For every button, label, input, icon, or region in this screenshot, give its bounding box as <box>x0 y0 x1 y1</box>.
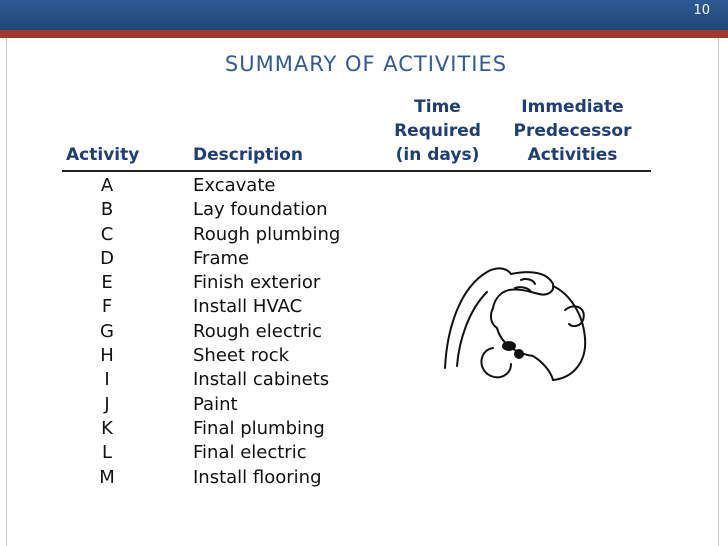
activity-cell: F <box>101 296 113 318</box>
activity-cell: L <box>101 442 113 464</box>
description-cell: Rough plumbing <box>193 223 341 245</box>
table-row <box>62 393 340 417</box>
header-rule <box>62 170 651 172</box>
activity-cell: B <box>100 199 114 221</box>
table-row <box>62 223 340 247</box>
activity-cell: D <box>100 247 114 269</box>
description-cell: Install HVAC <box>193 296 303 318</box>
table-row <box>62 320 340 344</box>
table-row <box>62 174 340 198</box>
description-cell: Final plumbing <box>193 417 325 439</box>
description-cell: Install cabinets <box>193 369 330 391</box>
banner-accent-rule <box>0 30 728 38</box>
activity-cell: J <box>104 393 110 415</box>
description-cell: Lay foundation <box>193 199 328 221</box>
table-row <box>62 247 340 271</box>
activity-cell: M <box>99 466 115 488</box>
header-pred-line: Predecessor <box>513 121 632 141</box>
description-cell: Rough electric <box>193 320 323 342</box>
header-time-required <box>380 95 495 167</box>
activity-cell: K <box>101 417 113 439</box>
slide-number: 10 <box>693 3 710 18</box>
description-cell: Paint <box>193 393 238 415</box>
header-time-line: (in days) <box>395 145 480 165</box>
header-time-line: Required <box>394 121 481 141</box>
activity-cell: A <box>100 175 114 196</box>
right-margin-line <box>718 38 719 546</box>
description-cell: Final electric <box>193 442 307 464</box>
activity-cell: G <box>100 320 114 342</box>
header-pred-line: Immediate <box>521 97 624 117</box>
table-row <box>62 198 340 222</box>
activity-cell: H <box>100 345 114 367</box>
activity-table-body <box>62 174 340 490</box>
table-row <box>62 466 340 490</box>
header-description: Description <box>193 145 303 165</box>
table-row <box>62 368 340 392</box>
activity-cell: C <box>100 223 114 245</box>
table-row <box>62 441 340 465</box>
table-row <box>62 271 340 295</box>
left-margin-line <box>6 38 7 546</box>
description-cell: Finish exterior <box>193 272 321 294</box>
header-time-line: Time <box>414 97 461 117</box>
description-cell: Excavate <box>193 175 276 196</box>
activity-cell: I <box>104 369 110 391</box>
slide-title: SUMMARY OF ACTIVITIES <box>224 52 508 76</box>
description-cell: Frame <box>193 247 250 269</box>
table-row <box>62 344 340 368</box>
description-cell: Sheet rock <box>193 345 290 367</box>
table-row <box>62 417 340 441</box>
header-predecessors <box>500 95 645 167</box>
description-cell: Install flooring <box>193 466 322 488</box>
top-banner <box>0 0 728 30</box>
table-row <box>62 295 340 319</box>
activity-cell: E <box>101 272 113 294</box>
header-activity: Activity <box>66 145 140 165</box>
thinking-figure-sketch-icon <box>435 258 605 398</box>
header-pred-line: Activities <box>527 145 618 165</box>
